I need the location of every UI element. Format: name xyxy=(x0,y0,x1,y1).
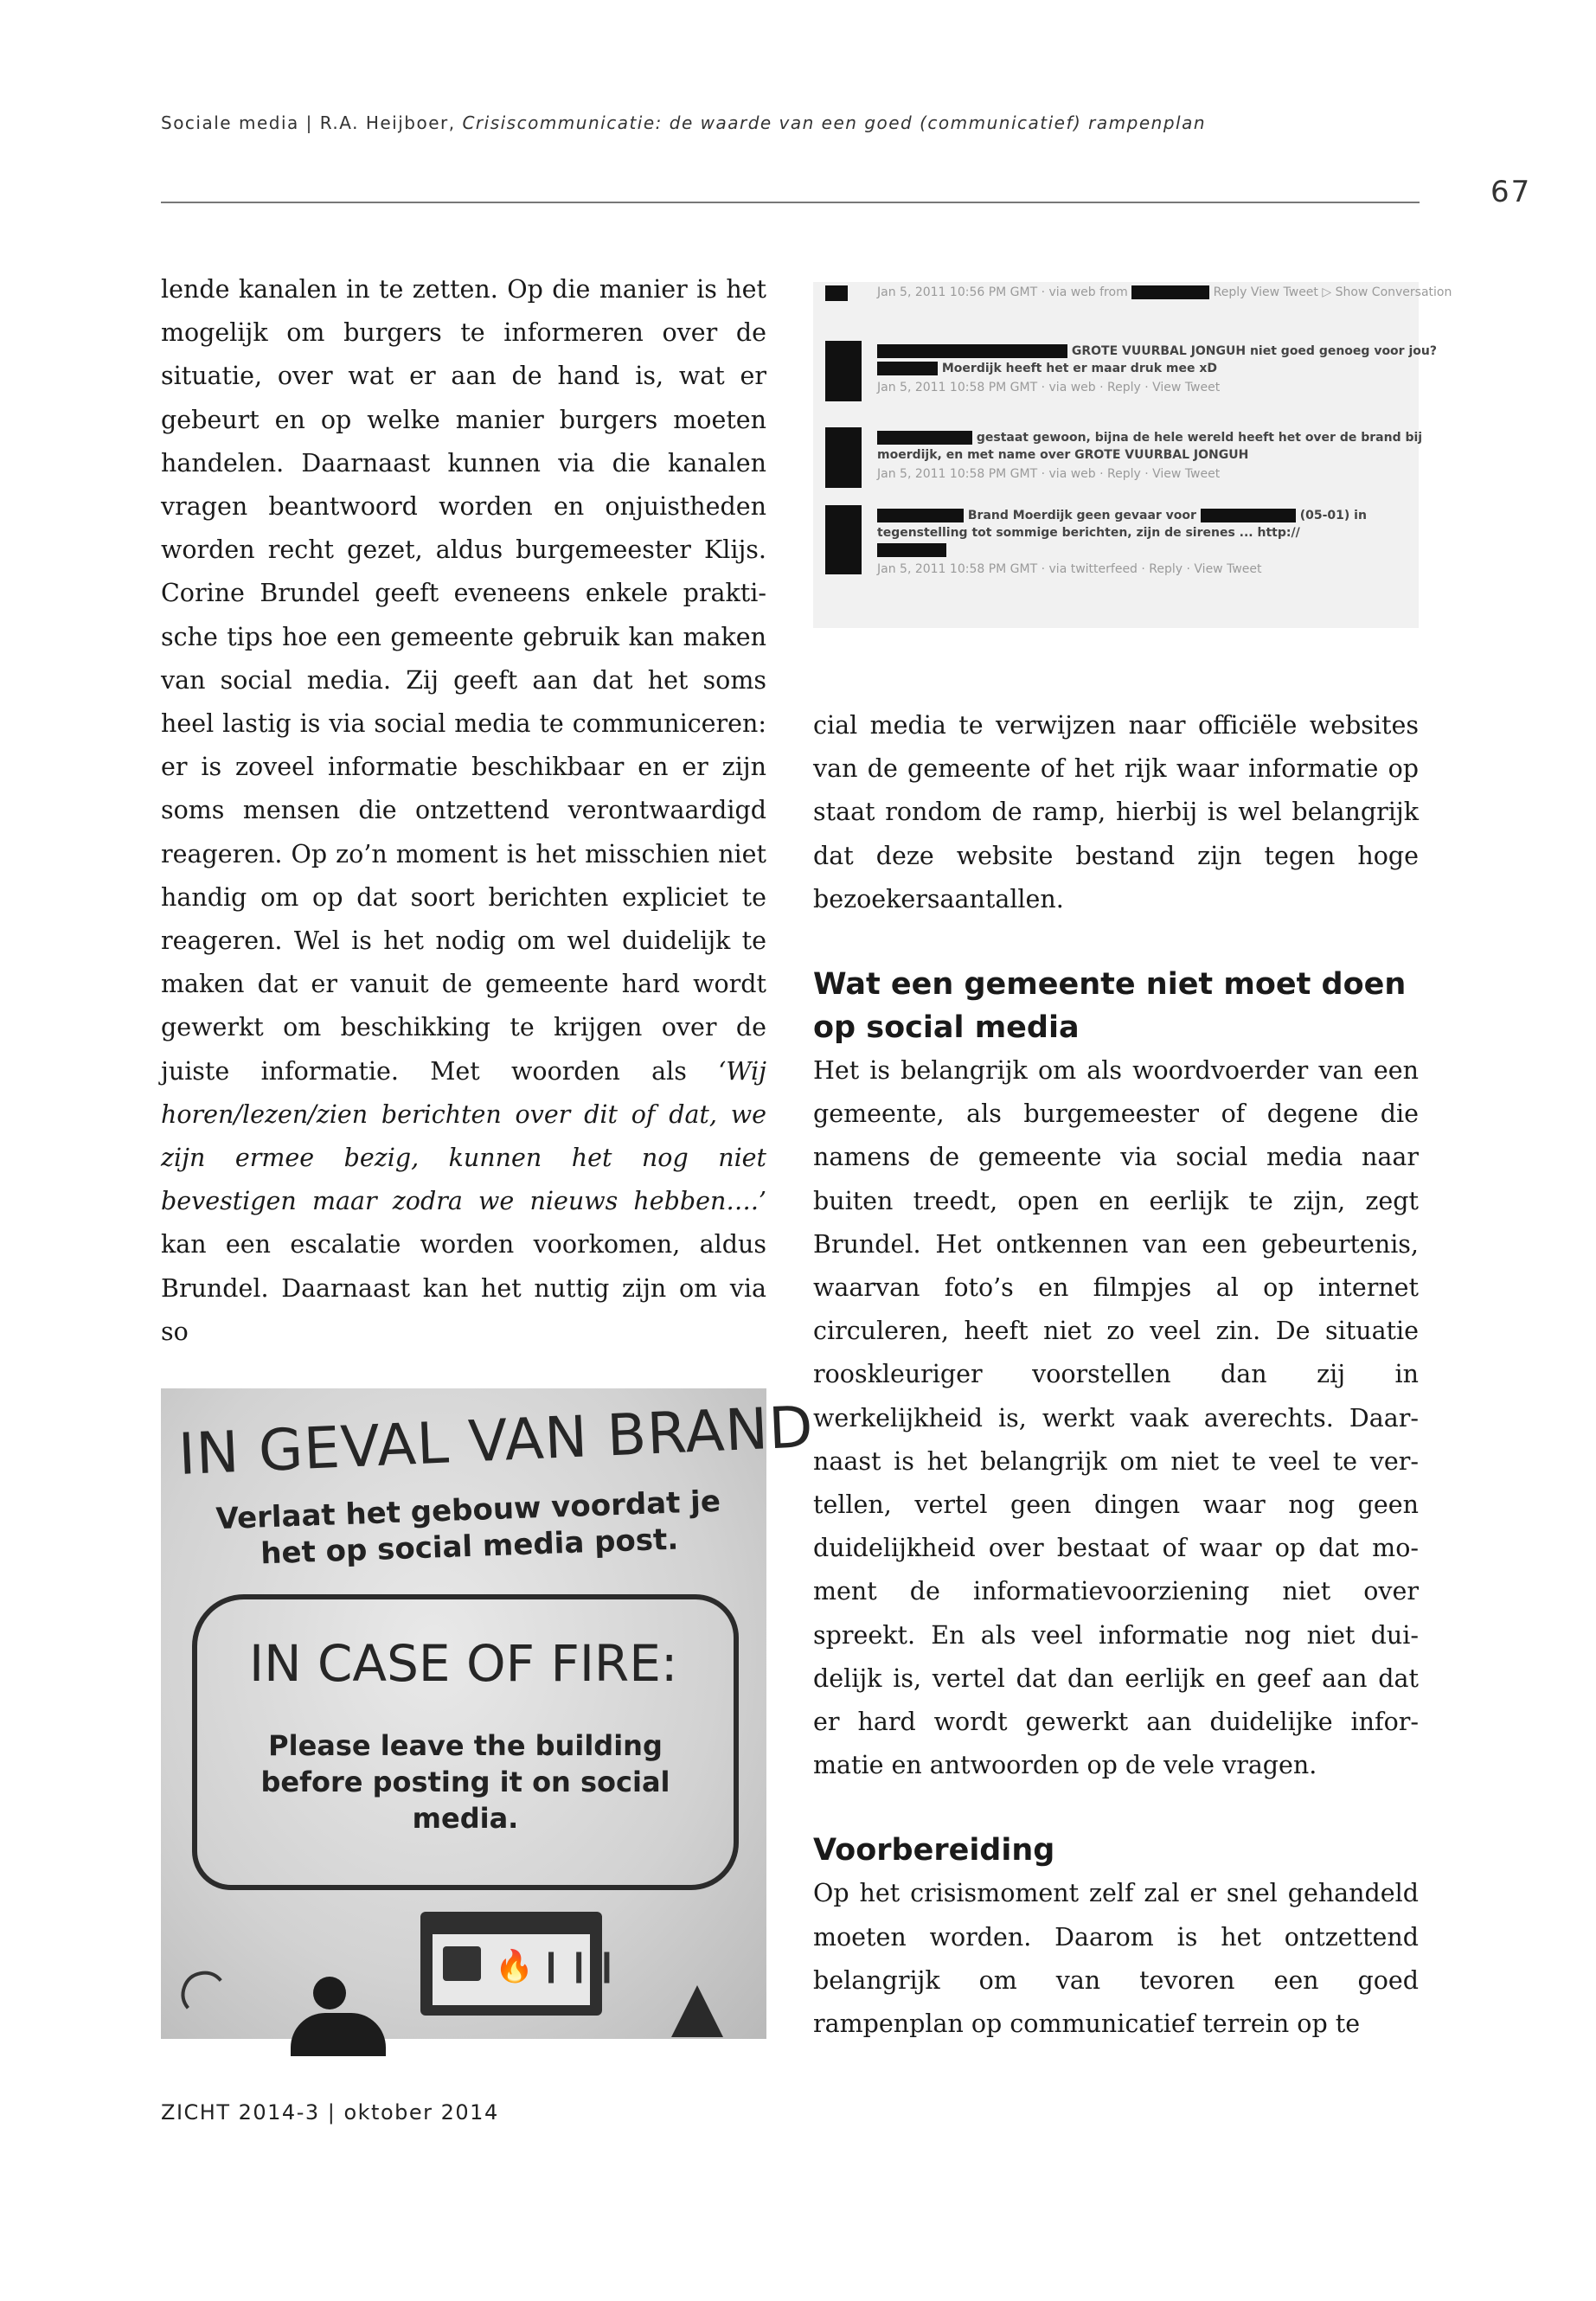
redaction-block xyxy=(877,431,972,445)
redaction-block xyxy=(877,362,938,375)
section-heading: Voorbereiding xyxy=(813,1833,1055,1868)
redacted-avatar xyxy=(825,505,862,574)
header-separator: | xyxy=(305,112,313,133)
sign-subtitle-dutch: Verlaat het gebouw voordat je het op social media post. xyxy=(215,1484,721,1572)
left-paragraph-quote: ‘Wij horen/lezen/zien berichten over dit of dat, we zijn ermee bezig, kunnen het nog niet bevestigen maar zodra we nieuws hebben….’ xyxy=(161,1056,766,1216)
tweet-meta: Jan 5, 2011 10:58 PM GMT · via twitterfeed · Reply · View Tweet xyxy=(877,562,1262,576)
tweet-text: GROTE VUURBAL JONGUH niet goed genoeg voor jou? xyxy=(1071,344,1437,358)
header-section: Sociale media xyxy=(161,112,299,133)
tweet-text: tegenstelling tot sommige berichten, zijn de sirenes ... http:// xyxy=(877,526,1300,540)
tweet-actions: Reply View Tweet ▷ Show Conversation xyxy=(1213,285,1452,299)
redaction-block xyxy=(877,543,946,557)
section-heading: Wat een gemeente niet moet doen op social media xyxy=(813,967,1407,1046)
redaction-block xyxy=(877,509,964,522)
person-icon xyxy=(443,1946,481,1981)
redacted-avatar xyxy=(825,285,848,301)
right-paragraph: Het is belangrijk om als woordvoerder van een gemeente, als burgemeester of degene die namens de gemeente via social media naar buiten treedt, open en eerlijk te zijn, zegt Brundel. Het ontkennen van een gebeurtenis, waarvan foto’s en filmpjes al op internet circuleren, heeft niet zo veel zin. De situatie rooskleuriger voorstellen dan zij in werkelijkheid is, werkt vaak averechts. Daarnaast is het belangrijk om niet te veel te vertellen, vertel geen dingen waar nog geen duidelijkheid over bestaat of waar op dat moment de informatievoorziening niet over spreekt. En als veel informatie nog niet duidelijk is, vertel dat dan eerlijk en geef aan dat er hard wordt gewerkt aan duidelijke informatie en antwoorden op de vele vragen. xyxy=(813,1056,1419,1780)
tweet-text: (05-01) in xyxy=(1299,509,1367,522)
left-paragraph xyxy=(161,268,766,1354)
tweet-meta: Jan 5, 2011 10:58 PM GMT · via web · Reply · View Tweet xyxy=(877,467,1221,481)
screen-icon xyxy=(420,1912,622,2016)
header-author: R.A. Heijboer, xyxy=(319,112,456,133)
redaction-block xyxy=(877,344,1067,358)
sign-title-dutch: IN GEVAL VAN BRAND xyxy=(176,1394,816,1488)
tweet-text: gestaat gewoon, bijna de hele wereld heeft het over de brand bij xyxy=(976,431,1423,445)
tweet-screenshot-image xyxy=(813,282,1452,628)
page-number: 67 xyxy=(1490,175,1532,209)
wifi-icon: ◠ xyxy=(157,1945,245,2035)
redaction-block xyxy=(1131,285,1209,299)
left-column xyxy=(161,268,766,1354)
redacted-avatar xyxy=(825,427,862,488)
fire-sign-photo xyxy=(157,1388,816,2039)
sign-title-english: IN CASE OF FIRE: xyxy=(249,1634,678,1693)
header-rule xyxy=(161,202,1420,203)
page-footer: ZICHT 2014-3 | oktober 2014 xyxy=(161,2100,499,2125)
sign-subtitle-english: Please leave the building before posting it on social media. xyxy=(260,1729,670,1835)
right-column xyxy=(813,704,1419,2046)
list-icon: ❙❙❙ xyxy=(538,1948,622,1984)
tweet-text: Brand Moerdijk geen gevaar voor xyxy=(967,509,1196,522)
tweet-text: moerdijk, en met name over GROTE VUURBAL JONGUH xyxy=(877,448,1249,462)
redaction-block xyxy=(1201,509,1296,522)
header-article-title: Crisiscommunicatie: de waarde van een goed (communicatief) rampenplan xyxy=(462,112,1206,133)
tweet-meta: Jan 5, 2011 10:58 PM GMT · via web · Reply · View Tweet xyxy=(877,381,1221,394)
running-header xyxy=(161,112,1206,133)
right-paragraph: Op het crisismoment zelf zal er snel gehandeld moeten worden. Daarom is het ontzettend belangrijk om van tevoren een goed rampenplan op communicatief terrein op te xyxy=(813,1879,1419,2039)
left-paragraph-end: kan een escalatie worden voorkomen, aldus Brundel. Daarnaast kan het nuttig zijn om via so xyxy=(161,1230,766,1346)
triangle-icon xyxy=(671,1985,723,2037)
fire-icon: 🔥 xyxy=(495,1949,534,1984)
left-paragraph-start: lende kanalen in te zetten. Op die manier is het mogelijk om burgers te informeren over de situatie, over wat er aan de hand is, wat er gebeurt en op welke manier burgers moeten handelen. Daarnaast kunnen via die kanalen vragen beantwoord worden en onjuistheden worden recht gezet, aldus burgemeester Klijs. Corine Brundel geeft eveneens enkele praktische tips hoe een gemeente gebruik kan maken van social media. Zij geeft aan dat het soms heel lastig is via social media te communiceren: er is zoveel informatie beschikbaar en er zijn soms mensen die ontzettend verontwaardigd reageren. Op zo’n moment is het misschien niet handig om op dat soort berichten expliciet te reageren. Wel is het nodig om wel duidelijk te maken dat er vanuit de gemeente hard wordt gewerkt om beschikking te krijgen over de juiste informatie. Met woorden als xyxy=(161,275,766,1086)
person-head-icon xyxy=(313,1977,346,2009)
tweet-text: Moerdijk heeft het er maar druk mee xD xyxy=(941,362,1217,375)
person-body-icon xyxy=(291,2013,386,2056)
speech-bubble xyxy=(192,1594,739,1890)
right-paragraph-continued: cial media te verwijzen naar officiële websites van de gemeente of het rijk waar informatie op staat rondom de ramp, hierbij is wel belangrijk dat deze website bestand zijn tegen hoge bezoekersaantallen. xyxy=(813,711,1419,913)
redacted-avatar xyxy=(825,341,862,401)
tweet-meta: Jan 5, 2011 10:56 PM GMT · via web from xyxy=(877,285,1128,299)
